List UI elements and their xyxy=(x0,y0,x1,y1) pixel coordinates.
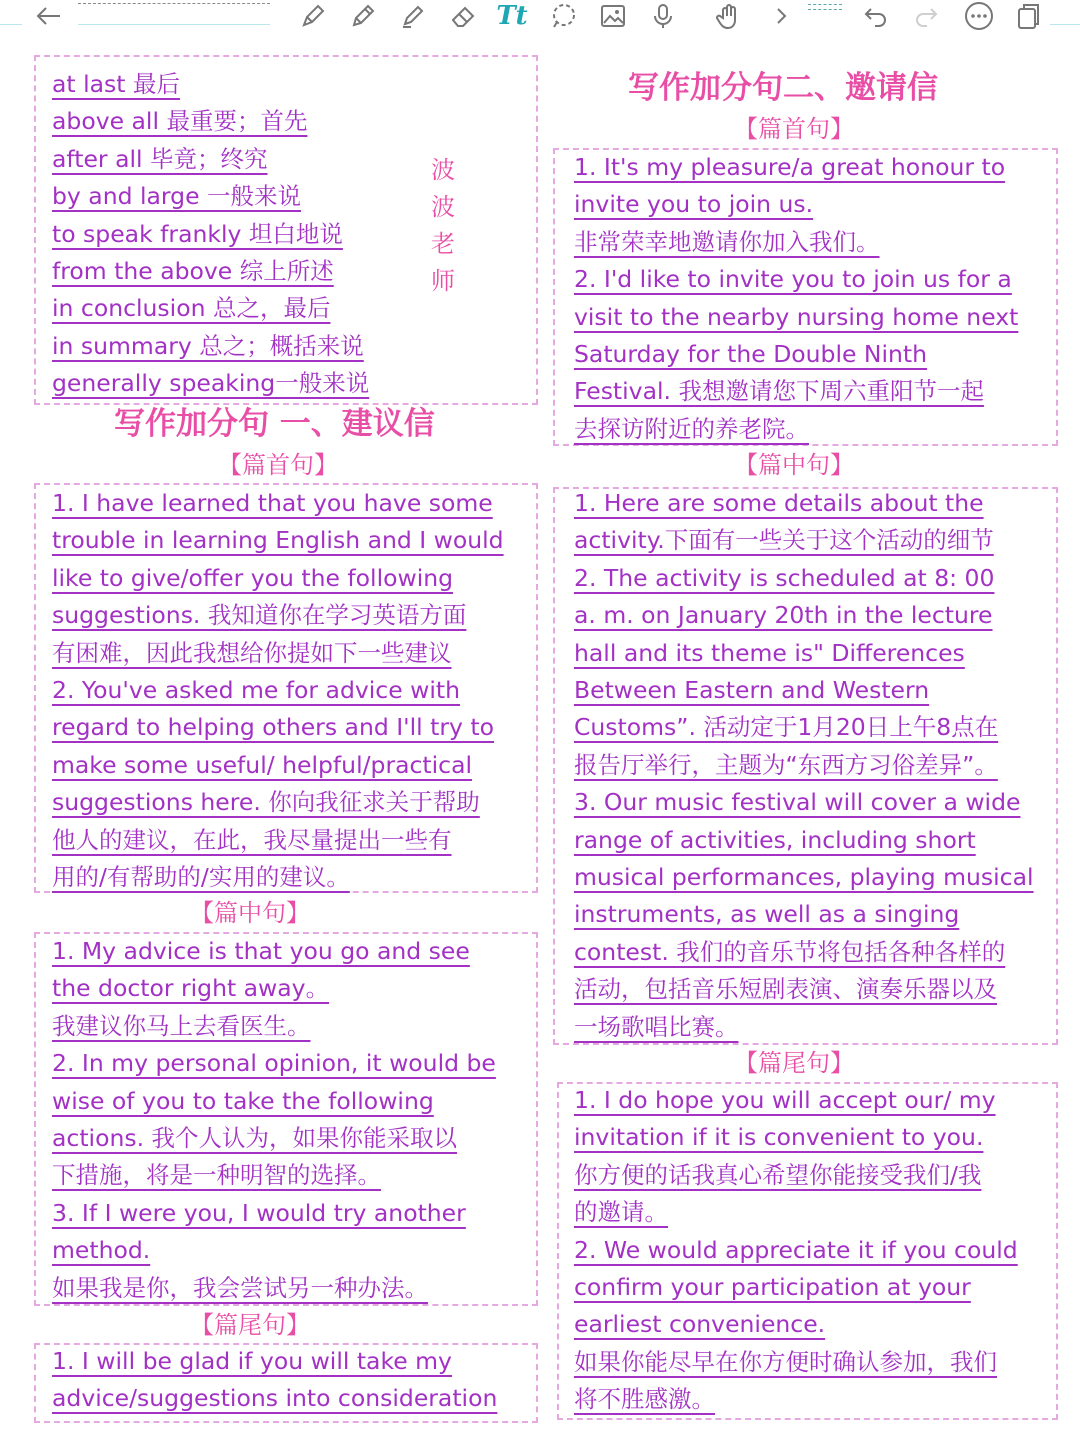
text-line: 3. If I were you, I would try another xyxy=(52,1198,466,1227)
text-line: range of activities, including short xyxy=(574,825,976,854)
text-line: 2. In my personal opinion, it would be xyxy=(52,1049,496,1078)
text-line: visit to the nearby nursing home next xyxy=(574,302,1019,331)
text-line: Festival. 我想邀请您下周六重阳节一起 xyxy=(574,377,984,406)
suggestion-middle-label: 【篇中句】 xyxy=(190,899,310,927)
toolbar xyxy=(0,0,1080,34)
text-line: regard to helping others and I'll try to xyxy=(52,713,494,742)
text-line: 非常荣幸地邀请你加入我们。 xyxy=(574,227,880,256)
text-line: Saturday for the Double Ninth xyxy=(574,340,928,368)
pen-icon[interactable] xyxy=(296,0,330,32)
text-line: in conclusion 总之，最后 xyxy=(52,294,331,323)
text-line: actions. 我个人认为，如果你能采取以 xyxy=(52,1124,458,1152)
text-line: confirm your participation at your xyxy=(574,1273,971,1301)
text-line: 1. My advice is that you go and see xyxy=(52,937,470,965)
text-line: 活动，包括音乐短剧表演、演奏乐器以及 xyxy=(574,975,997,1004)
suggestion-letter-title: 写作加分句 一、建议信 xyxy=(114,406,435,442)
suggestion-opening-label: 【篇首句】 xyxy=(218,451,338,479)
text-line: in summary 总之；概括来说 xyxy=(52,331,364,360)
text-line: to speak frankly 坦白地说 xyxy=(52,219,343,248)
text-line: at last 最后 xyxy=(52,70,180,98)
text-line: 1. I have learned that you have some xyxy=(52,489,493,517)
text-line: 他人的建议，在此，我尽量提出一些有 xyxy=(52,825,452,854)
text-line: 2. The activity is scheduled at 8: 00 xyxy=(574,563,995,592)
text-line: by and large 一般来说 xyxy=(52,182,301,211)
invitation-ending-label: 【篇尾句】 xyxy=(734,1049,854,1077)
text-line: wise of you to take the following xyxy=(52,1086,434,1115)
text-line: musical performances, playing musical xyxy=(574,863,1034,891)
redo-icon[interactable] xyxy=(910,0,942,32)
text-tool-icon[interactable]: Tt xyxy=(496,1,528,31)
text-line: after all 毕竟；终究 xyxy=(52,144,268,173)
text-line: contest. 我们的音乐节将包括各种各样的 xyxy=(574,937,1006,966)
back-arrow-icon[interactable] xyxy=(30,0,66,32)
title-field-line[interactable] xyxy=(78,3,270,4)
text-line: like to give/offer you the following xyxy=(52,563,454,592)
chevron-right-icon[interactable] xyxy=(770,0,794,32)
text-line: generally speaking一般来说 xyxy=(52,369,370,398)
text-line: the doctor right away。 xyxy=(52,974,330,1003)
image-icon[interactable] xyxy=(596,0,630,32)
pen-size-swatch[interactable] xyxy=(808,9,842,10)
text-line: 去探访附近的养老院。 xyxy=(574,414,809,443)
text-line: 你方便的话我真心希望你能接受我们/我 xyxy=(574,1160,982,1189)
text-line: Customs”. 活动定于1月20日上午8点在 xyxy=(574,713,999,742)
invitation-letter-title: 写作加分句二、邀请信 xyxy=(628,70,938,106)
suggestion-ending-label: 【篇尾句】 xyxy=(190,1311,310,1339)
highlighter-icon[interactable] xyxy=(396,0,430,32)
text-line: above all 最重要；首先 xyxy=(52,107,308,136)
text-line: 报告厅举行，主题为“东西方习俗差异”。 xyxy=(574,750,998,779)
pencil-icon[interactable] xyxy=(346,0,380,32)
text-line: advice/suggestions into consideration xyxy=(52,1384,498,1413)
text-line: 2. We would appreciate it if you could xyxy=(574,1235,1018,1264)
text-line: 1. Here are some details about the xyxy=(574,489,984,517)
text-line: a. m. on January 20th in the lecture xyxy=(574,601,993,630)
text-line: suggestions. 我知道你在学习英语方面 xyxy=(52,601,467,630)
undo-icon[interactable] xyxy=(860,0,892,32)
text-line: earliest convenience. xyxy=(574,1310,826,1339)
text-line: 如果你能尽早在你方便时确认参加，我们 xyxy=(574,1347,997,1376)
text-line: make some useful/ helpful/practical xyxy=(52,750,473,779)
text-line: hall and its theme is" Differences xyxy=(574,638,965,667)
text-line: 将不胜感激。 xyxy=(574,1385,715,1414)
text-line: 有困难，因此我想给你提如下一些建议 xyxy=(52,638,452,667)
text-line: Between Eastern and Western xyxy=(574,676,930,704)
text-line: 如果我是你，我会尝试另一种办法。 xyxy=(52,1273,428,1302)
text-line: 2. I'd like to invite you to join us for a xyxy=(574,265,1012,294)
teacher-signature: 波 波 老 师 xyxy=(431,156,455,295)
text-line: 的邀请。 xyxy=(574,1198,668,1227)
text-line: 1. I do hope you will accept our/ my xyxy=(574,1086,996,1114)
pen-color-swatch[interactable] xyxy=(808,4,842,5)
lasso-icon[interactable] xyxy=(546,0,580,32)
toolbar-divider xyxy=(0,24,22,25)
invitation-opening-label: 【篇首句】 xyxy=(734,115,854,143)
text-line: 下措施，将是一种明智的选择。 xyxy=(52,1161,381,1190)
more-icon[interactable] xyxy=(962,0,996,32)
toolbar-divider xyxy=(1050,24,1080,25)
text-line: from the above 综上所述 xyxy=(52,257,334,285)
text-line: 用的/有帮助的/实用的建议。 xyxy=(52,863,350,891)
text-line: trouble in learning English and I would xyxy=(52,526,504,555)
text-line: instruments, as well as a singing xyxy=(574,900,960,929)
eraser-icon[interactable] xyxy=(446,0,480,32)
invitation-middle-label: 【篇中句】 xyxy=(734,451,854,479)
text-line: 一场歌唱比赛。 xyxy=(574,1012,739,1041)
text-line: activity.下面有一些关于这个活动的细节 xyxy=(574,526,994,555)
hand-icon[interactable] xyxy=(712,0,746,32)
text-line: suggestions here. 你向我征求关于帮助 xyxy=(52,788,480,817)
microphone-icon[interactable] xyxy=(646,0,680,32)
text-line: 1. I will be glad if you will take my xyxy=(52,1347,452,1375)
text-line: method. xyxy=(52,1236,151,1265)
text-line: invitation if it is convenient to you. xyxy=(574,1123,984,1152)
text-line: 我建议你马上去看医生。 xyxy=(52,1011,311,1040)
text-line: 2. You've asked me for advice with xyxy=(52,676,461,704)
text-line: invite you to join us. xyxy=(574,190,814,219)
text-line: 3. Our music festival will cover a wide xyxy=(574,788,1021,817)
text-line: 1. It's my pleasure/a great honour to xyxy=(574,153,1006,181)
pages-icon[interactable] xyxy=(1012,0,1046,32)
title-underline xyxy=(78,24,270,25)
